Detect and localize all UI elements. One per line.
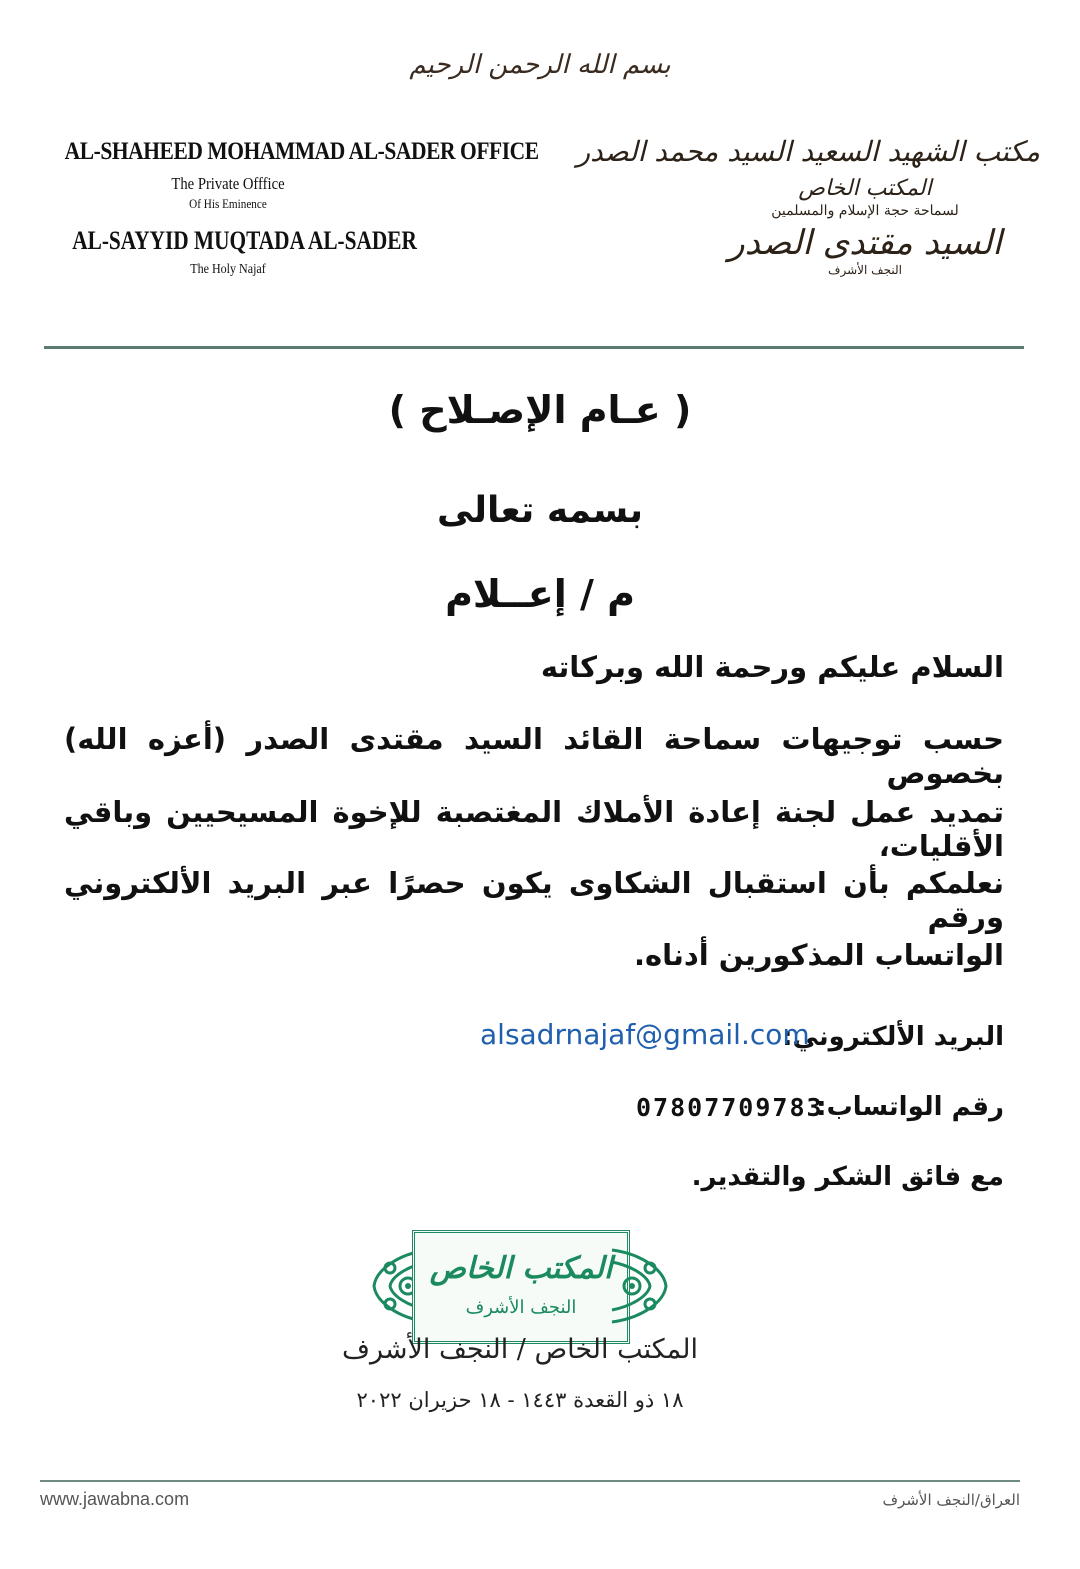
whatsapp-number: 07807709783: [636, 1093, 824, 1122]
footer-divider: [40, 1480, 1020, 1482]
subject-line: م / إعــلام: [445, 572, 635, 616]
english-eminence: Of His Eminence: [189, 196, 267, 211]
seal-text-city: النجف الأشرف: [465, 1297, 577, 1318]
body-line-1: حسب توجيهات سماحة القائد السيد مقتدى الصدر (أعزه الله) بخصوص: [64, 722, 1004, 790]
signature-office: المكتب الخاص / النجف الأشرف: [341, 1334, 699, 1365]
footer-location: العراق/النجف الأشرف: [882, 1491, 1020, 1509]
closing-thanks: مع فائق الشكر والتقدير.: [691, 1162, 1004, 1192]
seal-frame: [412, 1230, 630, 1344]
office-seal: [368, 1226, 672, 1350]
body-line-2: تمديد عمل لجنة إعادة الأملاك المغتصبة للإخوة المسيحيين وباقي الأقليات،: [64, 795, 1004, 863]
english-letterhead: [38, 138, 539, 278]
bismihi-heading: بسمه تعالى: [437, 490, 643, 531]
signature-date: ١٨ ذو القعدة ١٤٤٣ - ١٨ حزيران ٢٠٢٢: [356, 1388, 684, 1412]
arabic-city: النجف الأشرف: [828, 263, 902, 277]
body-line-4: الواتساب المذكورين أدناه.: [633, 938, 1004, 972]
seal-text-main: المكتب الخاص: [429, 1251, 613, 1286]
arabic-private-office: المكتب الخاص: [798, 176, 932, 201]
arabic-sayyid-name: السيد مقتدى الصدر: [728, 223, 1002, 263]
email-label: البريد الألكتروني:: [782, 1022, 1004, 1052]
english-private-office: The Private Offfice: [171, 174, 285, 193]
arabic-eminence: لسماحة حجة الإسلام والمسلمين: [771, 203, 959, 219]
arabic-office-name: مكتب الشهيد السعيد السيد محمد الصدر: [576, 135, 1040, 168]
english-office-name: AL-SHAHEED MOHAMMAD AL-SADER OFFICE: [64, 138, 539, 165]
english-sayyid-name: AL-SAYYID MUQTADA AL-SADER: [72, 226, 417, 255]
greeting: السلام عليكم ورحمة الله وبركاته: [540, 650, 1004, 684]
english-city: The Holy Najaf: [190, 262, 266, 277]
year-title: ( عـام الإصـلاح ): [388, 388, 692, 432]
footer-website[interactable]: www.jawabna.com: [40, 1489, 190, 1509]
body-line-3: نعلمكم بأن استقبال الشكاوى يكون حصرًا عبر البريد الألكتروني ورقم: [64, 866, 1004, 934]
seal-ornament-icon: [608, 1244, 672, 1328]
basmala: بسم الله الرحمن الرحيم: [409, 50, 671, 80]
header-divider: [44, 346, 1024, 349]
whatsapp-label: رقم الواتساب:: [816, 1092, 1004, 1122]
email-link[interactable]: alsadrnajaf@gmail.com: [480, 1018, 810, 1051]
arabic-letterhead: [576, 135, 1040, 277]
